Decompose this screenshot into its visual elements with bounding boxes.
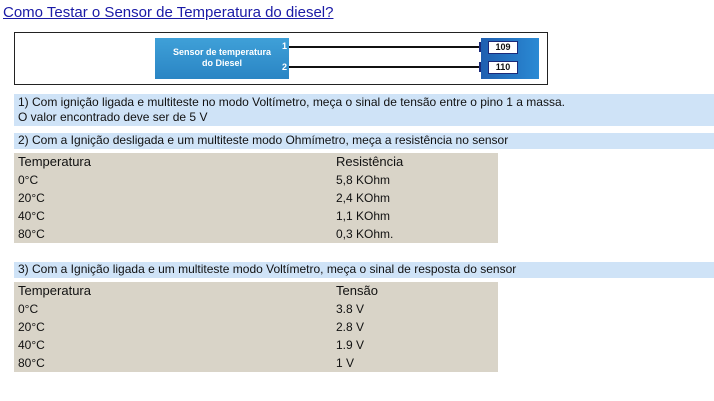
table-row: [14, 207, 498, 225]
header-resistance: Resistência: [336, 154, 404, 169]
sensor-pin-2: 2: [282, 62, 288, 72]
table-row: [14, 354, 498, 372]
header-voltage: Tensão: [336, 283, 378, 298]
table-header-row: [14, 282, 498, 300]
temperature-cell: 20°C: [18, 191, 45, 205]
table-row: [14, 336, 498, 354]
temperature-cell: 0°C: [18, 173, 39, 187]
temperature-cell: 0°C: [18, 302, 39, 316]
voltage-cell: 3.8 V: [336, 302, 365, 316]
voltage-cell: 1 V: [336, 356, 355, 370]
ecu-pin-109: 109: [488, 41, 518, 54]
step-2: [14, 133, 714, 149]
sensor-pin-1: 1: [282, 41, 288, 51]
resistance-cell: 0,3 KOhm.: [336, 227, 394, 241]
ecu-connector-block: [481, 38, 539, 79]
step-1-line1: 1) Com ignição ligada e multiteste no modo Voltímetro, meça o sinal de tensão entre o pino 1 a massa.: [18, 95, 565, 109]
step-3-text: 3) Com a Ignição ligada e um multiteste modo Voltímetro, meça o sinal de resposta do sensor: [18, 262, 517, 276]
temperature-cell: 80°C: [18, 356, 45, 370]
resistance-cell: 1,1 KOhm: [336, 209, 391, 223]
sensor-label-line1: Sensor de temperatura: [172, 47, 272, 57]
table-header-row: [14, 153, 498, 171]
voltage-table: [14, 282, 498, 372]
table-row: [14, 225, 498, 243]
step-3: [14, 262, 714, 278]
table-row: [14, 300, 498, 318]
resistance-cell: 2,4 KOhm: [336, 191, 391, 205]
sensor-block: [155, 38, 289, 79]
wiring-diagram: [14, 32, 548, 85]
header-temperature: Temperatura: [18, 283, 91, 298]
sensor-label-line2: do Diesel: [201, 58, 242, 68]
resistance-cell: 5,8 KOhm: [336, 173, 391, 187]
table-row: [14, 171, 498, 189]
wire-2: [289, 66, 485, 68]
temperature-cell: 40°C: [18, 209, 45, 223]
step-1-line2: O valor encontrado deve ser de 5 V: [18, 110, 208, 124]
step-2-text: 2) Com a Ignição desligada e um multiteste modo Ohmímetro, meça a resistência no sensor: [18, 133, 509, 147]
resistance-table: [14, 153, 498, 243]
step-1: [14, 94, 714, 126]
voltage-cell: 2.8 V: [336, 320, 365, 334]
wire-1: [289, 46, 485, 48]
table-row: [14, 318, 498, 336]
page-title-link[interactable]: Como Testar o Sensor de Temperatura do diesel?: [3, 4, 334, 21]
temperature-cell: 40°C: [18, 338, 45, 352]
table-row: [14, 189, 498, 207]
temperature-cell: 80°C: [18, 227, 45, 241]
header-temperature: Temperatura: [18, 154, 91, 169]
temperature-cell: 20°C: [18, 320, 45, 334]
ecu-pin-110: 110: [488, 61, 518, 74]
voltage-cell: 1.9 V: [336, 338, 365, 352]
